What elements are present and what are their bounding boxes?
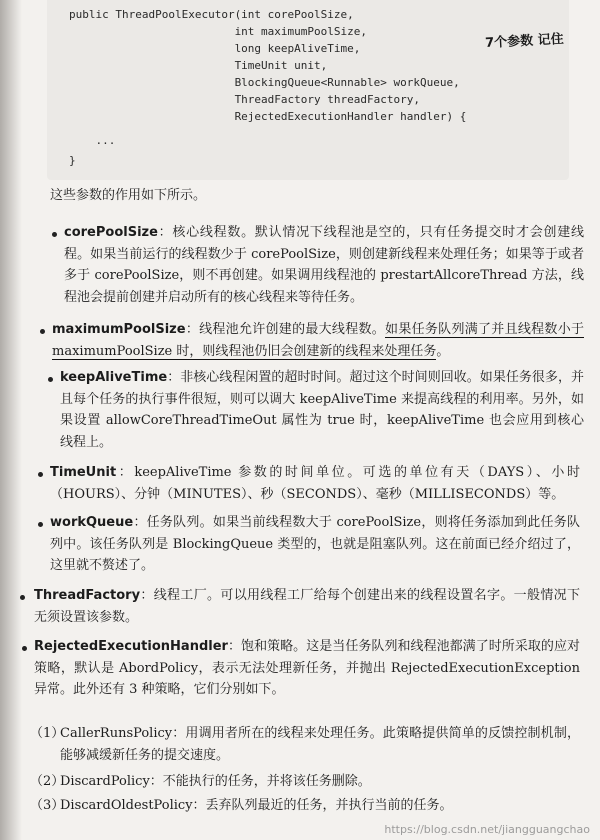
policy-text: DiscardOldestPolicy：丢弃队列最近的任务，并执行当前的任务。 (60, 798, 453, 813)
bullet (40, 329, 45, 334)
param-term: keepAliveTime (60, 370, 168, 385)
param-desc: ：线程工厂。可以用线程工厂给每个创建出来的线程设置名字。一般情况下无须设置该参数。 (34, 588, 580, 625)
param-term: TimeUnit (50, 465, 117, 480)
bullet (52, 232, 57, 237)
policy-text: CallerRunsPolicy：用调用者所在的线程来处理任务。此策略提供简单的反馈控制机制，能够减缓新任务的提交速度。 (60, 726, 580, 763)
policy-item (30, 723, 580, 767)
code-line: public ThreadPoolExecutor(int corePoolSize, (69, 8, 354, 21)
code-block (47, 0, 569, 180)
page-edge-shadow (0, 0, 22, 840)
param-desc: ：任务队列。如果当前线程数大于 corePoolSize，则将任务添加到此任务队列中。该任务队列是 BlockingQueue 类型的，也就是阻塞队列。这在前面已经介绍过了，这里就不赘述了。 (50, 515, 580, 573)
param-term: ThreadFactory (34, 588, 141, 603)
code-line: int maximumPoolSize, (69, 25, 368, 38)
bullet (38, 522, 43, 527)
param-corepoolsize (64, 222, 584, 308)
param-threadfactory (34, 585, 580, 628)
watermark: https://blog.csdn.net/jiangguangchao (384, 823, 590, 836)
policy-text: DiscardPolicy：不能执行的任务，并将该任务删除。 (60, 774, 371, 789)
bullet (38, 472, 43, 477)
param-keepalivetime (60, 367, 584, 453)
code-line: ThreadFactory threadFactory, (69, 93, 420, 106)
param-term: maximumPoolSize (52, 322, 186, 337)
underlined-text: 如果任务队列满了并且线程数小于 maximumPoolSize 时，则线程池仍旧会创建新的线程来处理任务 (52, 322, 584, 359)
bullet (48, 377, 53, 382)
bullet (22, 646, 27, 651)
param-desc: ：核心线程数。默认情况下线程池是空的，只有任务提交时才会创建线程。如果当前运行的线程数少于 corePoolSize，则创建新线程来处理任务；如果等于或者多于 corePoolSize，则不再创建。如果调用线程池的 prestartAllcoreThread 方法，线程池会提前创建并启动所有的核心线程来等待任务。 (64, 225, 584, 305)
param-desc: ：饱和策略。这是当任务队列和线程池都满了时所采取的应对策略，默认是 AbordPolicy，表示无法处理新任务，并抛出 RejectedExecutionException 异常。此外还有 3 种策略，它们分别如下。 (34, 639, 580, 697)
param-term: corePoolSize (64, 225, 158, 240)
param-maximumpoolsize (52, 319, 584, 362)
policy-number: （3） (30, 798, 65, 813)
policy-item (30, 795, 580, 817)
code-line: TimeUnit unit, (69, 59, 328, 72)
code-line: ... (69, 134, 116, 147)
param-desc: ：keepAliveTime 参数的时间单位。可选的单位有天（DAYS）、小时（HOURS）、分钟（MINUTES）、秒（SECONDS）、毫秒（MILLISECONDS）等。 (50, 465, 580, 502)
handwritten-note: 7个参数 记住 (484, 31, 565, 52)
policy-number: （1） (30, 726, 65, 741)
code-line: long keepAliveTime, (69, 42, 361, 55)
param-desc: ：线程池允许创建的最大线程数。 (185, 322, 386, 337)
param-desc-end: 。 (436, 343, 450, 359)
code-line: RejectedExecutionHandler handler) { (69, 110, 467, 123)
param-term: RejectedExecutionHandler (34, 639, 228, 654)
intro-text: 这些参数的作用如下所示。 (50, 188, 207, 203)
code-line: BlockingQueue<Runnable> workQueue, (69, 76, 460, 89)
policy-item (30, 771, 580, 793)
param-rejectedexecutionhandler (34, 636, 580, 701)
param-desc: ：非核心线程闲置的超时时间。超过这个时间则回收。如果任务很多，并且每个任务的执行事件很短，则可以调大 keepAliveTime 来提高线程的利用率。另外，如果设置 allowCoreThreadTimeOut 属性为 true 时，keepAliveTime 也会应用到核心线程上。 (60, 370, 584, 450)
code-line: } (69, 154, 76, 167)
param-term: workQueue (50, 515, 134, 530)
bullet (20, 595, 25, 600)
param-timeunit (50, 462, 580, 505)
policy-number: （2） (30, 774, 65, 789)
param-workqueue (50, 512, 580, 577)
